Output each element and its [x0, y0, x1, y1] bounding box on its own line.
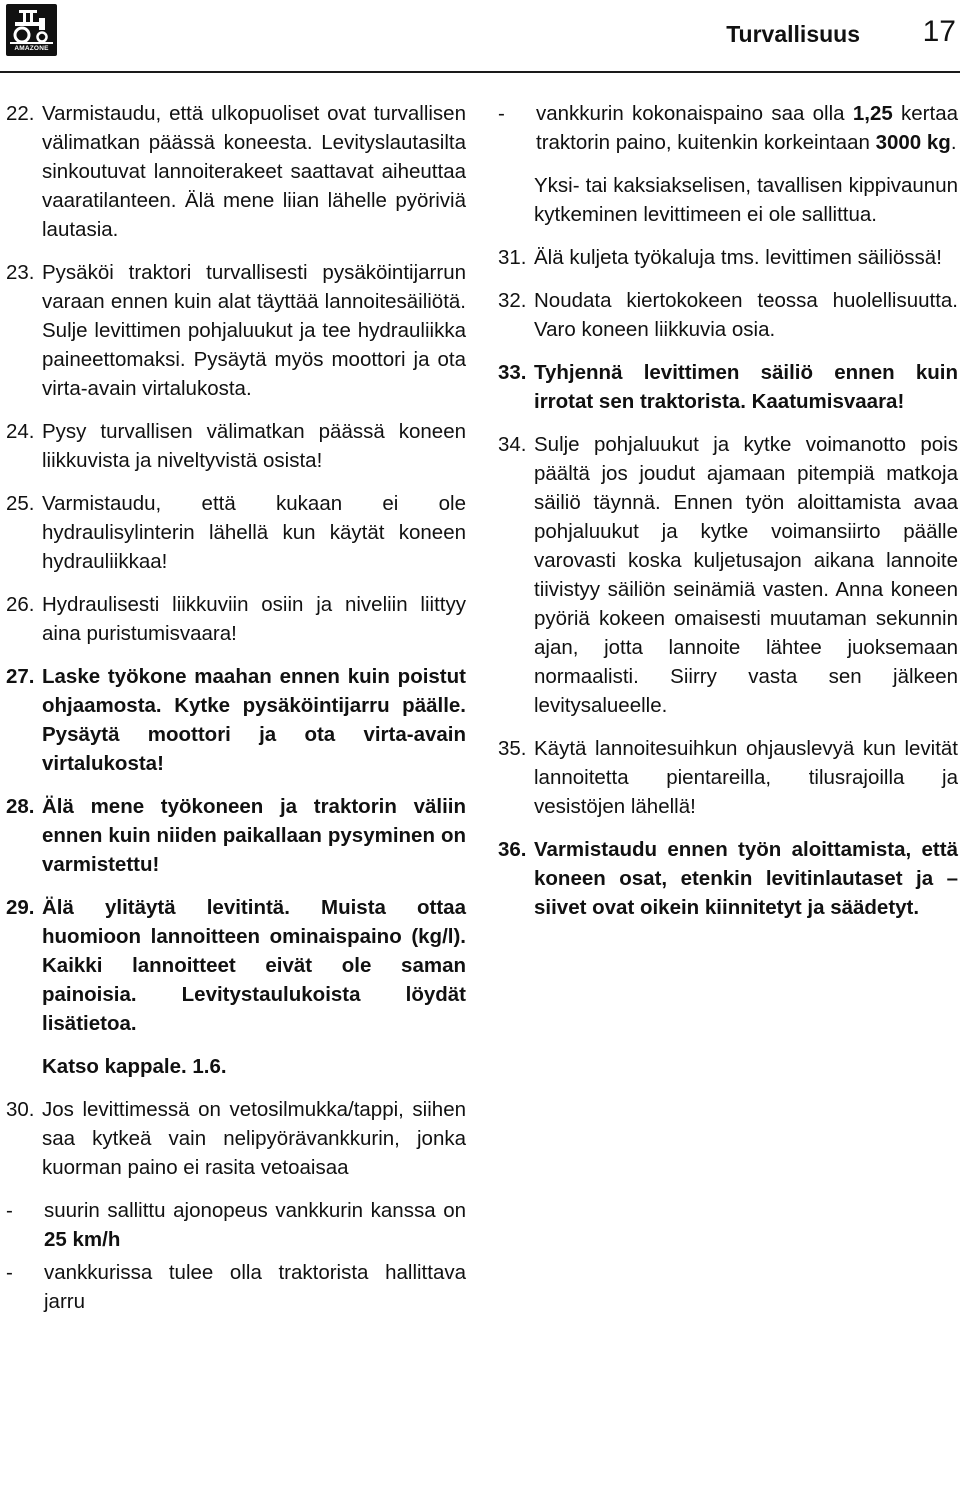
item-text: Varmistaudu ennen työn aloittamista, että koneen osat, etenkin levitinlautaset ja –siivet ovat oikein kiinnitetyt ja säädetyt.: [534, 838, 958, 919]
amazone-logo: [6, 4, 57, 56]
dash-text: vankkurin kokonaispaino saa olla: [536, 102, 853, 125]
item-number: 30.: [6, 1098, 35, 1121]
list-item: [498, 243, 958, 272]
list-item: [6, 1095, 466, 1182]
item-number: 35.: [498, 737, 527, 760]
item-number: 31.: [498, 246, 527, 269]
list-item: [498, 430, 958, 720]
note-paragraph: [498, 171, 958, 229]
item-text: Pysy turvallisen välimatkan päässä koneen liikkuvista ja niveltyvistä osista!: [42, 420, 466, 472]
section-title: Turvallisuus: [726, 21, 860, 47]
item-number: 33.: [498, 361, 527, 384]
list-item: [6, 258, 466, 403]
list-item: [6, 489, 466, 576]
page-number: 17: [922, 15, 956, 48]
list-item: [6, 893, 466, 1038]
dash-item: [498, 99, 958, 157]
item-text: Älä mene työkoneen ja traktorin väliin ennen kuin niiden paikallaan pysyminen on varmistettu!: [42, 795, 466, 876]
item-text: Laske työkone maahan ennen kuin poistut ohjaamosta. Kytke pysäköintijarru päälle. Pysäytä moottori ja ota virta-avain virtalukosta!: [42, 665, 466, 775]
weight-ratio: 1,25: [852, 102, 893, 125]
logo-text: AMAZONE: [14, 45, 49, 52]
item-text: Pysäköi traktori turvallisesti pysäköintijarrun varaan ennen kuin alat täyttää lannoitesäiliötä. Sulje levittimen pohjaluukut ja tee hydrauliikka paineettomaksi. Pysäytä myös moottori ja ota virta-avain virtalukosta.: [42, 261, 466, 400]
item-text: Jos levittimessä on vetosilmukka/tappi, siihen saa kytkeä vain nelipyörävankkurin, jonka kuorman paino ei rasita vetoaisaa: [42, 1098, 466, 1179]
item-text: Tyhjennä levittimen säiliö ennen kuin irrotat sen traktorista. Kaatumisvaara!: [534, 361, 958, 413]
dash-mark: -: [498, 102, 505, 125]
dash-mark: -: [6, 1199, 13, 1222]
item-text: Varmistaudu, että ulkopuoliset ovat turvallisen välimatkan päässä koneesta. Levityslautasilta sinkoutuvat lannoiterakeet saattavat aiheuttaa vaaratilanteen. Älä mene liian lähelle pyöriviä lautasia.: [42, 102, 466, 241]
item-text: Sulje pohjaluukut ja kytke voimanotto pois päältä jos joudut ajamaan pitempiä matkoja säiliö täynnä. Ennen työn aloittamista avaa pohjaluukut ja kytke voimansiirto päälle varovasti koska kuljetusajon aikana lannoite tiivistyy säiliön seinämiä vasten. Anna koneen pyöriä kokeen omaisesti muutaman sekunnin ajan, jotta lannoite lähtee juoksemaan normaalisti. Siirry vasta sen jälkeen levitysalueelle.: [534, 433, 958, 717]
list-item: [6, 99, 466, 244]
dash-item: [6, 1196, 466, 1254]
list-item: [498, 286, 958, 344]
note-text: Yksi- tai kaksiakselisen, tavallisen kippivaunun kytkeminen levittimeen ei ole sallittua.: [534, 174, 958, 226]
header-divider: [0, 71, 960, 73]
item-number: 27.: [6, 665, 35, 688]
dash-text: vankkurissa tulee olla traktorista hallittava jarru: [44, 1261, 466, 1313]
item-number: 36.: [498, 838, 527, 861]
item-number: 28.: [6, 795, 35, 818]
item-number: 23.: [6, 261, 35, 284]
item-text: Älä kuljeta työkaluja tms. levittimen säiliössä!: [534, 246, 942, 269]
tractor-logo-icon: [6, 4, 57, 48]
item-number: 25.: [6, 492, 35, 515]
item-number: 32.: [498, 289, 527, 312]
item-number: 34.: [498, 433, 527, 456]
list-item: [498, 734, 958, 821]
section-reference: Katso kappale. 1.6.: [42, 1055, 227, 1078]
list-item: [498, 835, 958, 922]
item-number: 26.: [6, 593, 35, 616]
list-item: [6, 590, 466, 648]
item-number: 24.: [6, 420, 35, 443]
list-item: [6, 662, 466, 778]
dash-text-mid: kertaa traktorin paino, kuitenkin korkeintaan: [536, 102, 958, 154]
dash-mark: -: [6, 1261, 13, 1284]
list-item: [498, 358, 958, 416]
item-text: Hydraulisesti liikkuviin osiin ja niveliin liittyy aina puristumisvaara!: [42, 593, 466, 645]
list-item: [6, 417, 466, 475]
item-text: Varmistaudu, että kukaan ei ole hydraulisylinterin lähellä kun käytät koneen hydrauliikkaa!: [42, 492, 466, 573]
max-weight: 3000 kg: [875, 131, 951, 154]
speed-limit: 25 km/h: [44, 1228, 121, 1251]
dash-item: [6, 1258, 466, 1316]
left-column: [6, 99, 466, 1320]
dash-text: suurin sallittu ajonopeus vankkurin kanssa on: [44, 1199, 466, 1222]
item-text: Käytä lannoitesuihkun ohjauslevyä kun levität lannoitetta pientareilla, tilusrajoilla ja vesistöjen lähellä!: [534, 737, 958, 818]
list-item: [6, 792, 466, 879]
right-column: [498, 99, 958, 936]
item-text: Noudata kiertokokeen teossa huolellisuutta. Varo koneen liikkuvia osia.: [534, 289, 958, 341]
item-text: Älä ylitäytä levitintä. Muista ottaa huomioon lannoitteen ominaispaino (kg/l). Kaikki lannoitteet eivät ole saman painoisia. Levitystaulukoista löydät lisätietoa.: [42, 896, 466, 1035]
item-number: 29.: [6, 896, 35, 919]
item-number: 22.: [6, 102, 35, 125]
dash-text-end: .: [950, 131, 957, 154]
